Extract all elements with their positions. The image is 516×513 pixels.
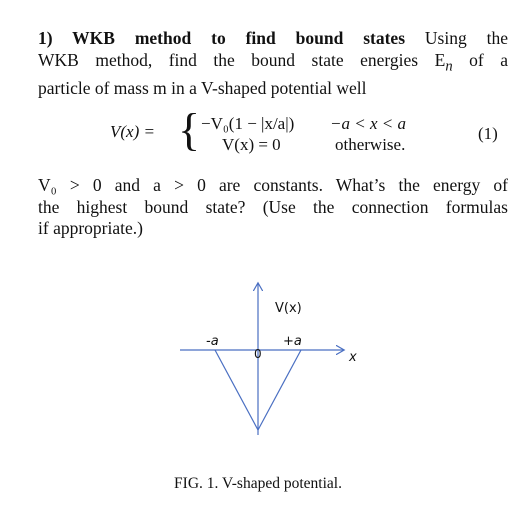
- v-potential-figure: [175, 270, 365, 440]
- problem-line-2: [38, 50, 508, 78]
- energy-subscript: n: [445, 58, 453, 74]
- neg-a-label: -a: [206, 334, 219, 349]
- x-axis-label: x: [349, 350, 357, 365]
- problem-heading: 1) WKB method to find bound states: [38, 28, 406, 48]
- problem-line-3: particle of mass m in a V-shaped potential well: [38, 77, 367, 98]
- problem-statement: [38, 28, 508, 99]
- equation-lhs: V(x) =: [110, 122, 155, 141]
- question-line-2: the highest bound state? (Use the connection formulas: [38, 196, 508, 217]
- curly-brace: {: [178, 104, 201, 155]
- y-axis-label: V(x): [275, 301, 302, 316]
- v-potential-svg: [175, 270, 365, 440]
- problem-line-2-text: WKB method, find the bound state energies E: [38, 49, 446, 70]
- v-left-branch: [215, 350, 258, 430]
- case-2-expression: V(x) = 0: [222, 135, 281, 154]
- pos-a-label: +a: [283, 334, 302, 349]
- figure-caption: FIG. 1. V-shaped potential.: [174, 475, 342, 492]
- potential-equation: [0, 104, 516, 164]
- question-line-3: if appropriate.): [38, 218, 143, 238]
- equation-number: (1): [478, 124, 498, 143]
- question-line-1: V₀ > 0 and a > 0 are constants. What’s the energy of: [38, 175, 508, 195]
- problem-line-2-end: of a: [469, 49, 508, 70]
- case-1-condition: −a < x < a: [330, 114, 406, 133]
- question-text: [38, 175, 508, 240]
- origin-label: 0: [254, 347, 262, 361]
- v-right-branch: [258, 350, 301, 430]
- case-2-condition: otherwise.: [335, 135, 406, 154]
- problem-line-1-rest: Using the: [424, 28, 509, 48]
- case-1-expression: −V₀(1 − |x/a|): [201, 114, 295, 133]
- problem-line-1: [38, 28, 508, 50]
